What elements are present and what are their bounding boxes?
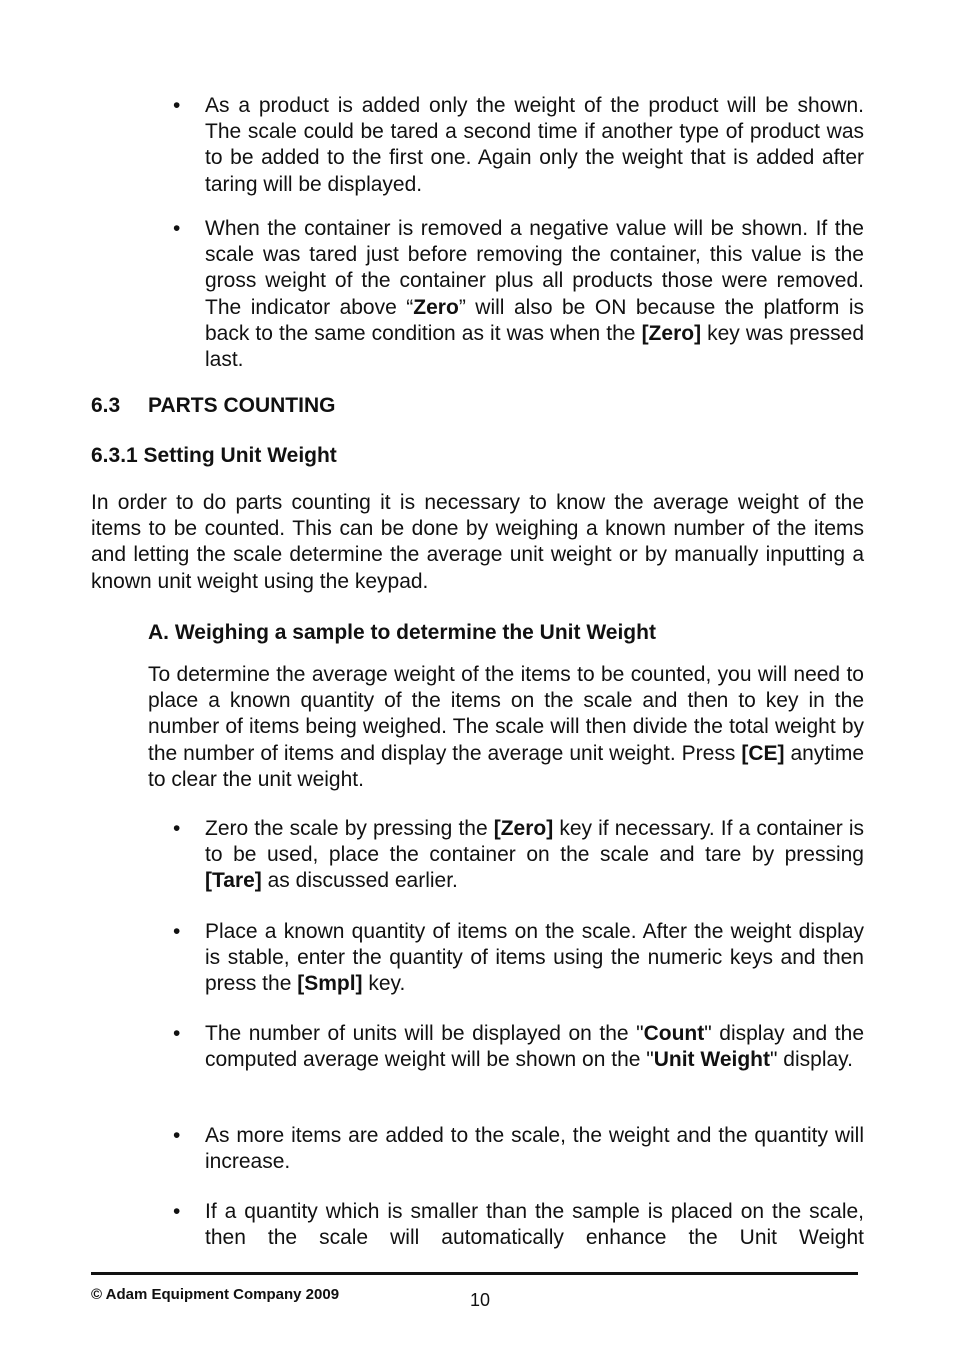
bullet-marker: • xyxy=(173,217,181,240)
section-number: 6.3 xyxy=(91,394,121,417)
bullet-marker: • xyxy=(173,1200,181,1223)
step-sample: Place a known quantity of items on the scale. After the weight display is stable, enter the quantity of items using the numeric keys and then press the [Smpl] key. xyxy=(205,920,864,996)
intro-bullet-1: As a product is added only the weight of the product will be shown. The scale could be tared a second time if another type of product was to be added to the first one. Again only the weight that is added after taring will be displayed. xyxy=(205,94,864,196)
subsection-title: 6.3.1 Setting Unit Weight xyxy=(91,444,337,467)
bullet-marker: • xyxy=(173,94,181,117)
bullet-marker: • xyxy=(173,1124,181,1147)
section-title: PARTS COUNTING xyxy=(148,394,336,417)
step-smaller-quantity: If a quantity which is smaller than the sample is placed on the scale, then the scale will automatically enhance the Unit Weight xyxy=(205,1200,864,1250)
part-a-body: To determine the average weight of the items to be counted, you will need to place a known quantity of the items on the scale and then to key in the number of items being weighed. The scale will then divide the total weight by the number of items and display the average unit weight. Press [CE] anytime to clear the unit weight. xyxy=(148,663,865,791)
step-more-items: As more items are added to the scale, the weight and the quantity will increase. xyxy=(205,1124,864,1174)
bullet-marker: • xyxy=(173,1022,181,1045)
bullet-marker: • xyxy=(173,817,181,840)
footer-rule xyxy=(91,1272,858,1275)
part-a-title: A. Weighing a sample to determine the Unit Weight xyxy=(148,621,656,644)
bullet-marker: • xyxy=(173,920,181,943)
step-display: The number of units will be displayed on the "Count" display and the computed average weight will be shown on the "Unit Weight" display. xyxy=(205,1022,864,1072)
footer-copyright: © Adam Equipment Company 2009 xyxy=(91,1286,340,1303)
step-zero: Zero the scale by pressing the [Zero] key if necessary. If a container is to be used, place the container on the scale and tare by pressing [Tare] as discussed earlier. xyxy=(205,817,864,893)
page-number: 10 xyxy=(470,1290,491,1310)
subsection-body: In order to do parts counting it is necessary to know the average weight of the items to be counted. This can be done by weighing a known number of the items and letting the scale determine the average unit weight or by manually inputting a known unit weight using the keypad. xyxy=(91,491,864,593)
intro-bullet-2: When the container is removed a negative value will be shown. If the scale was tared just before removing the container, this value is the gross weight of the container plus all products those were removed. The indicator above “Zero” will also be ON because the platform is back to the same condition as it was when the [Zero] key was pressed last. xyxy=(205,217,865,372)
